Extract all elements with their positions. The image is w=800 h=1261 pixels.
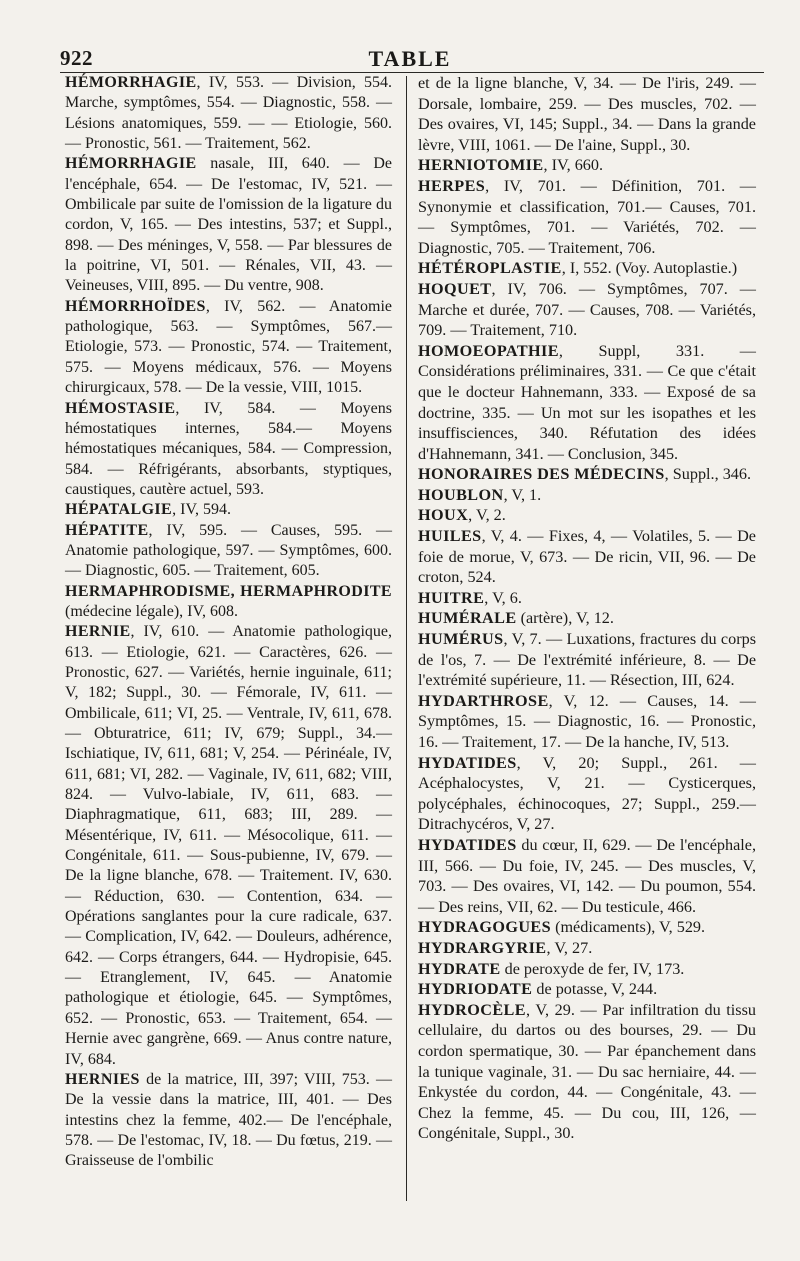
entry-headword: HYDATIDES [418,835,517,854]
index-entry [418,176,756,258]
entry-body: , IV, 584. — Moyens hémostatiques internes, 584.— Moyens hémostatiques mécaniques, 584. — Compression, 584. — Réfrigérants, absorbants, styptiques, caustiques, cautère actuel, 593. [65,399,392,498]
index-entry [418,979,756,1000]
index-entry [418,279,756,341]
entry-body: du cœur, II, 629. — De l'encéphale, III, 566. — Du foie, IV, 245. — Des muscles, V, 703. — Des ovaires, VI, 142. — Du poumon, 554. — Des reins, VII, 62. — Du testicule, 466. [418,835,756,916]
entry-body: , IV, 562. — Anatomie pathologique, 563. — Symptômes, 567.— Etiologie, 573. — Pronostic, 574. — Traitement, 575. — Moyens médicaux, 576. — Moyens chirurgicaux, 578. — De la vessie, VIII, 1015. [65,297,392,397]
entry-headword: HÉPATITE [65,521,149,539]
entry-headword: HOMOEOPATHIE [418,341,559,360]
index-entry [418,155,756,176]
entry-headword: HÉMOSTASIE [65,399,176,417]
index-entry [418,608,756,629]
entry-headword: HOUBLON [418,485,504,504]
entry-headword: HYDATIDES [418,753,517,772]
entry-body: , Suppl., 346. [664,465,752,484]
entry-body: , IV, 706. — Symptômes, 707. — Marche et durée, 707. — Causes, 708. — Variétés, 709. — Traitement, 710. [418,279,756,340]
entry-body: , V, 7. — Luxations, fractures du corps de l'os, 7. — De l'extrémité inférieure, 8. — De l'extrémité supérieure, 11. — Résection, III, 624. [418,630,756,690]
entry-body: , V, 27. [546,938,593,957]
index-entry [65,500,392,520]
entry-headword: HÉPATALGIE [65,501,173,519]
left-column [65,73,392,1172]
entry-body: (artère), V, 12. [516,609,614,628]
index-entry [65,521,392,582]
index-entry [418,1000,756,1144]
entry-body: , V, 29. — Par infiltration du tissu cellulaire, du dartos ou des bourses, 29. — Du cordon spermatique, 30. — Par épanchement dans la tunique vaginale, 31. — Du sac herniaire, 44. — Enkystée du cordon, 44. — Congénitale, 43. — Chez la femme, 45. — Du cou, III, 126, — Congénitale, Suppl., 30. [418,1000,756,1143]
index-entry [418,526,756,588]
entry-headword: HUMÉRUS [418,630,504,649]
entry-headword: HOQUET [418,279,492,298]
entry-headword: HERNIES [65,1070,140,1088]
entry-body: , IV, 660. [543,156,604,175]
entry-headword: HUILES [418,527,482,546]
entry-body: (médicaments), V, 529. [551,918,706,937]
entry-body: nasale, III, 640. — De l'encéphale, 654. — De l'estomac, IV, 521. — Ombilicale par suite de l'omission de la ligature du cordon, V, 165. — Des intestins, 537; et Suppl., 898. — Des méninges, V, 558. — Par blessures de la poitrine, VI, 501. — Rénales, VII, 43. — Veineuses, VIII, 895. — Du ventre, 908. [65,155,392,295]
index-entry [418,938,756,959]
index-entry [65,297,392,399]
index-entry [418,753,756,835]
page-number: 922 [60,46,93,70]
entry-body: de potasse, V, 244. [532,980,658,999]
entry-headword: HÉMORRHOÏDES [65,297,206,315]
entry-body: , V, 6. [484,588,522,607]
entry-body: , V, 2. [468,506,506,525]
entry-body: (médecine légale), IV, 608. [65,602,238,620]
entry-body: , V, 12. — Causes, 14. — Symptômes, 15. — Diagnostic, 16. — Pronostic, 16. — Traitement, 17. — De la hanche, IV, 513. [418,691,756,751]
index-entry [418,464,756,485]
entry-headword: HÉTÉROPLASTIE [418,259,562,278]
entry-headword: HYDRAGOGUES [418,918,552,937]
entry-headword: HERNIE [65,623,131,641]
index-entry [418,959,756,980]
entry-headword: HERMAPHRODISME, HERMAPHRODITE [65,582,392,600]
index-entry [418,588,756,609]
index-entry [418,485,756,506]
entry-body: , Suppl, 331. — Considérations préliminaires, 331. — Ce que c'était que le docteur Hahnemann, 333. — Exposé de sa doctrine, 335. — Un mot sur les isopathes et les insuffisciences, 340. Réfutation des idées d'Hahnemann, 341. — Conclusion, 345. [418,341,756,463]
entry-headword: HERNIOTOMIE [418,156,544,175]
entry-headword: HYDRATE [418,959,501,978]
entry-body: , IV, 594. [172,501,231,519]
index-entry [65,399,392,501]
entry-body: , V, 20; Suppl., 261. — Acéphalocystes, V, 21. — Cysticerques, polycéphales, échinocoques, 27; Suppl., 259.— Ditrachycéros, V, 27. [418,753,756,834]
column-divider [406,76,407,1201]
index-entry [418,258,756,279]
index-entry [418,341,756,465]
entry-headword: HYDARTHROSE [418,691,549,710]
entry-headword: HUMÉRALE [418,609,517,628]
entry-headword: HERPES [418,176,486,195]
entry-body: et de la ligne blanche, V, 34. — De l'iris, 249. — Dorsale, lombaire, 259. — Des muscles, 702. — Des ovaires, VI, 145; Suppl., 34. — Dans la grande lèvre, VIII, 1061. — De l'aine, Suppl., 30. [418,74,756,154]
entry-body: , IV, 701. — Définition, 701. — Synonymie et classification, 701.— Causes, 701. — Symptômes, 701. — Variétés, 702. — Diagnostic, 705. — Traitement, 706. [418,176,756,257]
index-entry [418,629,756,691]
entry-headword: HYDRIODATE [418,980,533,999]
index-entry [65,154,392,296]
entry-body: , V, 1. [503,485,542,504]
index-entry [418,691,756,753]
entry-headword: HONORAIRES DES MÉDECINS [418,465,665,484]
entry-body: , IV, 553. — Division, 554. Marche, symptômes, 554. — Diagnostic, 558. — Lésions anatomiques, 559. — — Etiologie, 560. — Pronostic, 561. — Traitement, 562. [65,74,392,153]
entry-body: , I, 552. (Voy. Autoplastie.) [561,259,738,278]
entry-headword: HOUX [418,506,469,525]
running-title: TABLE [368,46,452,71]
index-entry [418,505,756,526]
entry-body: , IV, 595. — Causes, 595. — Anatomie pathologique, 597. — Symptômes, 600. — Diagnostic, 605. — Traitement, 605. [65,521,392,580]
index-entry [65,73,392,154]
entry-headword: HÉMORRHAGIE [65,74,197,91]
entry-body: de la matrice, III, 397; VIII, 753. — De la vessie dans la matrice, III, 401. — Des intestins chez la femme, 402.— De l'encéphale, 578. — De l'estomac, IV, 18. — Du fœtus, 219. — Graisseuse de l'ombilic [65,1070,392,1170]
entry-body: , IV, 610. — Anatomie pathologique, 613. — Etiologie, 621. — Caractères, 626. — Pronostic, 627. — Variétés, hernie inguinale, 611; V, 182; Suppl., 30. — Fémorale, IV, 611. — Ombilicale, 611; VI, 25. — Ventrale, IV, 611, 678. — Obturatrice, 611; IV, 679; Suppl., 34.— Ischiatique, IV, 611, 681; V, 254. — Périnéale, IV, 611, 681; VI, 282. — Vaginale, IV, 611, 682; VIII, 824. — Vulvo-labiale, IV, 611, 683. — Diaphragmatique, 611, 683; III, 289. — Mésentérique, IV, 611. — Mésocolique, 611. — Congénitale, 611. — Sous-pubienne, IV, 679. — De la ligne blanche, 678. — Traitement. IV, 630. — Réduction, 630. — Contention, 634. — Opérations sanglantes pour la cure radicale, 637. — Complication, IV, 642. — Douleurs, adhérence, 642. — Corps étrangers, 644. — Hydropisie, 645. — Etranglement, IV, 645. — Anatomie pathologique et étiologie, 645. — Symptômes, 652. — Pronostic, 653. — Traitement, 654. — Hernie avec gangrène, 669. — Anus contre nature, IV, 684. [65,623,392,1068]
entry-body: de peroxyde de fer, IV, 173. [500,959,685,978]
page-header [60,44,760,74]
index-entry [418,73,756,155]
entry-headword: HÉMORRHAGIE [65,155,197,173]
entry-headword: HUITRE [418,588,485,607]
index-entry [418,835,756,917]
entry-body: , V, 4. — Fixes, 4, — Volatiles, 5. — De foie de morue, V, 673. — De ricin, VII, 96. — De croton, 524. [418,527,756,587]
index-entry [65,622,392,1070]
right-column [418,73,756,1144]
index-entry [65,582,392,623]
index-entry [65,1070,392,1172]
entry-headword: HYDROCÈLE [418,1000,526,1019]
index-entry [418,917,756,938]
entry-headword: HYDRARGYRIE [418,938,547,957]
